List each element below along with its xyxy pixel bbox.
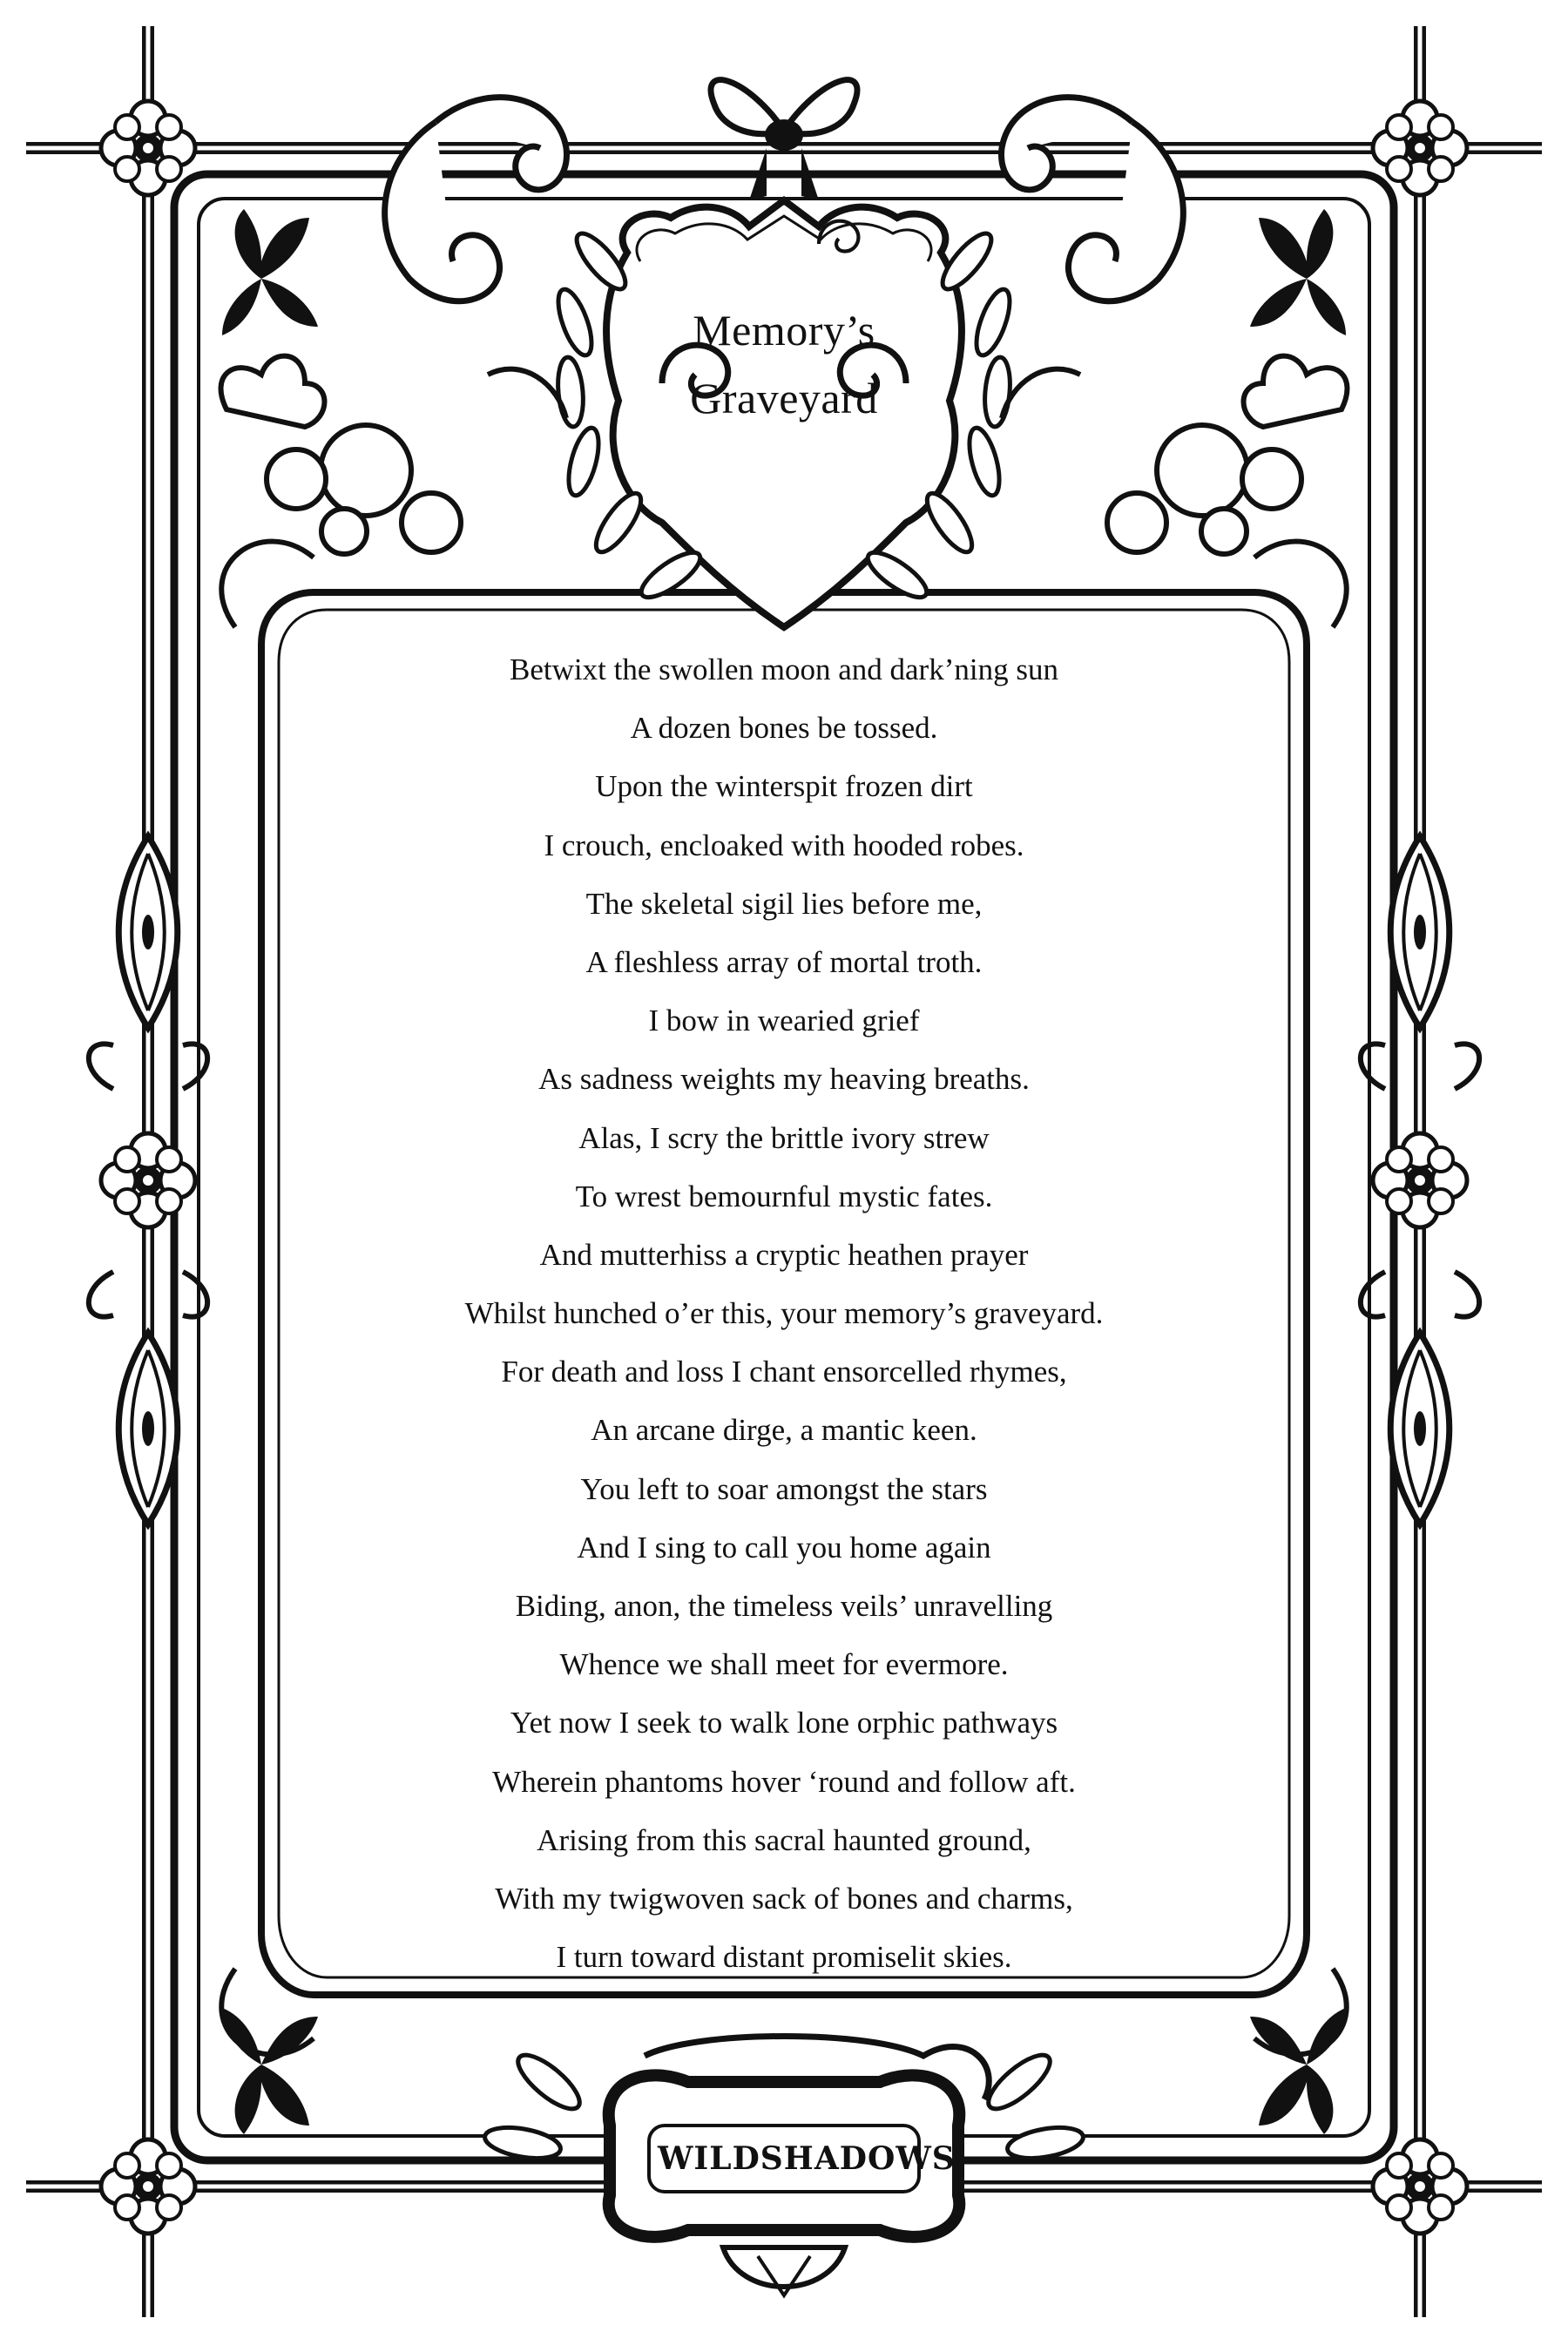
poem-line: Arising from this sacral haunted ground, [537,1822,1031,1857]
poem-line: With my twigwoven sack of bones and charms, [495,1881,1073,1916]
poem-title-line-2: Graveyard [690,374,878,422]
poem-body [287,640,1281,1986]
poem-line: Biding, anon, the timeless veils’ unravelling [515,1589,1053,1623]
poem-line: And mutterhiss a cryptic heathen prayer [539,1237,1029,1272]
author-signature: WILDSHADOWS [658,2140,956,2177]
poem-line: To wrest bemournful mystic fates. [575,1179,993,1213]
poem-line: You left to soar amongst the stars [580,1471,988,1506]
poem-line: And I sing to call you home again [577,1530,991,1565]
poem-line: An arcane dirge, a mantic keen. [591,1413,977,1448]
poem-line: Betwixt the swollen moon and dark’ning sun [510,652,1058,686]
poem-line: A fleshless array of mortal troth. [585,944,983,979]
poem-line: I crouch, encloaked with hooded robes. [544,828,1024,862]
poem-line: For death and loss I chant ensorcelled rhymes, [501,1355,1067,1389]
poem-line: Whilst hunched o’er this, your memory’s graveyard. [464,1296,1104,1331]
poem-line: The skeletal sigil lies before me, [585,886,983,921]
poem-line: Alas, I scry the brittle ivory strew [578,1120,990,1155]
poem-line: I turn toward distant promiselit skies. [556,1940,1012,1975]
poem-line: A dozen bones be tossed. [630,711,938,746]
poem-line: Whence we shall meet for evermore. [559,1647,1009,1682]
poem-title [645,296,923,432]
poem-line: Wherein phantoms hover ‘round and follow aft. [492,1764,1076,1799]
poem-line: Yet now I seek to walk lone orphic pathways [510,1706,1058,1740]
poem-line: As sadness weights my heaving breaths. [538,1062,1030,1097]
poem-line: I bow in wearied grief [648,1004,920,1038]
poem-line: Upon the winterspit frozen dirt [595,769,973,804]
poem-title-line-1: Memory’s [693,306,875,355]
